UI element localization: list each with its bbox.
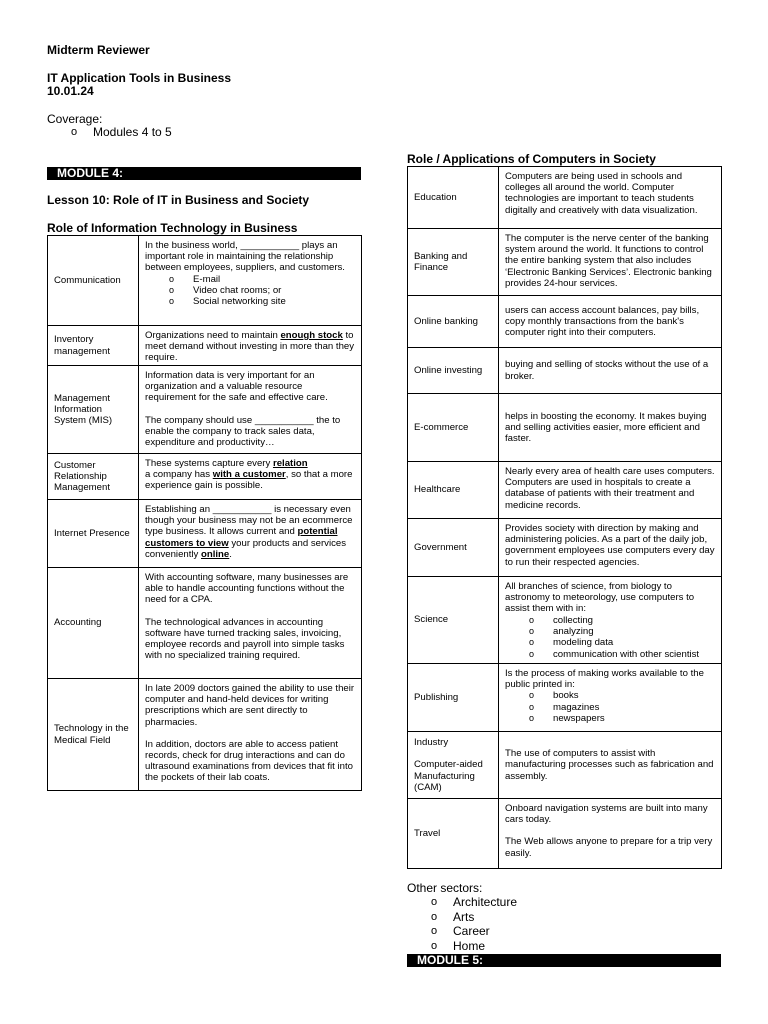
table-row xyxy=(408,799,722,869)
row-label: Education xyxy=(408,167,499,229)
table-row xyxy=(408,664,722,732)
row-label: Publishing xyxy=(408,664,499,732)
coverage-item: o Modules 4 to 5 xyxy=(71,125,172,139)
business-roles-table xyxy=(47,235,362,791)
table-row xyxy=(408,732,722,799)
row-label: Banking and Finance xyxy=(408,229,499,296)
row-description: All branches of science, from biology to astronomy to meteorology, use computers to assist them with in: o collecting o analyzing o modeling data o communication with other scientist xyxy=(499,577,722,664)
row-description: Computers are being used in schools and colleges all around the world. Computer technologies are important to teach students digitally and creatively with data visualization. xyxy=(499,167,722,229)
list-item: o modeling data xyxy=(529,637,614,649)
doc-title: Midterm Reviewer xyxy=(47,43,150,57)
list-item: o Home xyxy=(431,938,486,953)
row-label: Accounting xyxy=(48,568,139,679)
row-label: Healthcare xyxy=(408,462,499,519)
row-label: Internet Presence xyxy=(48,500,139,568)
table-row xyxy=(48,454,362,500)
row-label: Science xyxy=(408,577,499,664)
table-row xyxy=(408,348,722,394)
row-description: In the business world, ___________ plays an important role in maintaining the relationship between employees, suppliers, and customers. o E-mail o Video chat rooms; or o Social networking site xyxy=(139,236,362,326)
row-description: These systems capture every relation a company has with a customer, so that a more experience gain is possible. xyxy=(139,454,362,500)
list-item: o communication with other scientist xyxy=(529,648,700,660)
table-row xyxy=(48,366,362,454)
table-row xyxy=(408,394,722,462)
row-description: The computer is the nerve center of the banking system around the world. It functions to control the entire banking system that also includes ‘Electronic Banking Services’. Electronic banking provides 24-hour services. xyxy=(499,229,722,296)
table-row xyxy=(48,679,362,791)
row-description: The use of computers to assist with manufacturing processes such as fabrication and assembly. xyxy=(499,732,722,799)
other-sectors-label: Other sectors: xyxy=(407,881,483,895)
list-item: o Career xyxy=(431,924,490,939)
list-item: o newspapers xyxy=(529,713,605,725)
list-item: o Architecture xyxy=(431,895,518,909)
course-title: IT Application Tools in Business xyxy=(47,71,232,85)
row-description: With accounting software, many businesses are able to handle accounting functions without the need for a CPA. The technological advances in accounting software have turned tracking sales, invoicing, employee records and payroll into simple tasks with no specialized training required. xyxy=(139,568,362,679)
row-description: helps in boosting the economy. It makes buying and selling activities easier, more efficient and faster. xyxy=(499,394,722,462)
table-row xyxy=(48,500,362,568)
business-table-title: Role of Information Technology in Business xyxy=(47,221,298,235)
row-description: Onboard navigation systems are built into many cars today. The Web allows anyone to prepare for a trip very easily. xyxy=(499,799,722,869)
list-item: o books xyxy=(529,690,579,702)
row-description: users can access account balances, pay bills, copy monthly transactions from the bank's computer right into their computers. xyxy=(499,296,722,348)
list-item: o collecting xyxy=(529,614,593,626)
society-roles-table xyxy=(407,166,722,869)
publishing-list xyxy=(505,690,715,724)
table-row xyxy=(408,462,722,519)
society-table-title: Role / Applications of Computers in Society xyxy=(407,152,656,166)
row-label: Management Information System (MIS) xyxy=(48,366,139,454)
row-description: Is the process of making works available to the public printed in: o books o magazines o newspapers xyxy=(499,664,722,732)
row-label: E-commerce xyxy=(408,394,499,462)
row-description: Information data is very important for an organization and a valuable resource requirement for the safe and effective care. The company should use ___________ the to enable the company to track sales data, expenditure and productivity… xyxy=(139,366,362,454)
science-list xyxy=(505,615,715,661)
list-item: o Social networking site xyxy=(169,296,286,308)
row-label: Technology in the Medical Field xyxy=(48,679,139,791)
row-label: Travel xyxy=(408,799,499,869)
module-5-bar: MODULE 5: xyxy=(407,954,721,967)
row-description: In late 2009 doctors gained the ability to use their computer and hand-held devices for writing prescriptions which are sent directly to pharmacies. In addition, doctors are able to access patient records, check for drug interactions and can do ultrasound examinations from devices that fit into the pockets of their lab coats. xyxy=(139,679,362,791)
list-item: o Video chat rooms; or xyxy=(169,285,282,297)
list-item: o analyzing xyxy=(529,626,594,638)
table-row xyxy=(408,229,722,296)
communication-list xyxy=(145,274,355,308)
row-description: Provides society with direction by making and administering policies. As a part of the daily job, government employees use computers every day to run their respected agencies. xyxy=(499,519,722,577)
coverage-label: Coverage: xyxy=(47,112,103,126)
table-row xyxy=(48,568,362,679)
lesson-title: Lesson 10: Role of IT in Business and Society xyxy=(47,193,310,207)
table-row xyxy=(408,167,722,229)
table-row xyxy=(48,236,362,326)
bullet-marker: o xyxy=(71,126,78,138)
row-label: Customer Relationship Management xyxy=(48,454,139,500)
list-item: o Arts xyxy=(431,909,475,924)
table-row xyxy=(408,296,722,348)
row-description: Organizations need to maintain enough stock to meet demand without investing in more than they require. xyxy=(139,326,362,366)
table-row xyxy=(48,326,362,366)
row-label: Communication xyxy=(48,236,139,326)
table-row xyxy=(408,577,722,664)
row-label: Government xyxy=(408,519,499,577)
row-description: buying and selling of stocks without the use of a broker. xyxy=(499,348,722,394)
row-label: Online banking xyxy=(408,296,499,348)
row-description: Establishing an ___________ is necessary even though your business may not be an ecommerce type business. It allows current and potential customers to view your products and services conveniently online. xyxy=(139,500,362,568)
table-row xyxy=(408,519,722,577)
list-item: o magazines xyxy=(529,701,600,713)
module-4-bar: MODULE 4: xyxy=(47,167,361,180)
row-label: Online investing xyxy=(408,348,499,394)
doc-date: 10.01.24 xyxy=(47,84,94,98)
coverage-list xyxy=(47,125,347,140)
list-item: o E-mail xyxy=(169,273,221,285)
row-label: Inventory management xyxy=(48,326,139,366)
other-sectors-list xyxy=(407,895,707,953)
row-description: Nearly every area of health care uses computers. Computers are used in hospitals to create a database of patients with their treatment and medicine records. xyxy=(499,462,722,519)
row-label: Industry Computer-aided Manufacturing (CAM) xyxy=(408,732,499,799)
